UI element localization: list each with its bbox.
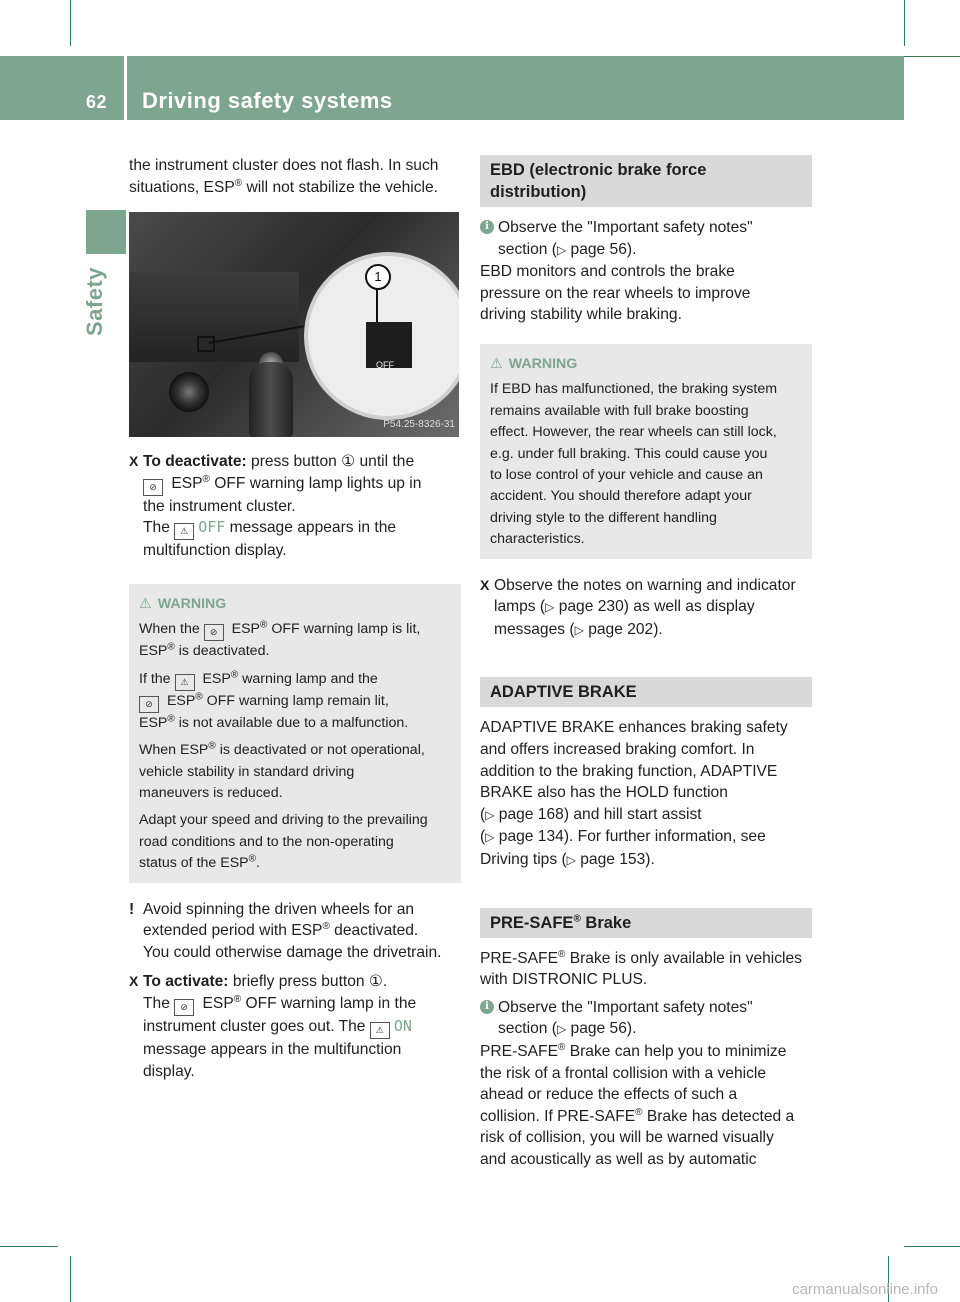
page-header [0, 56, 904, 120]
intro-line: the instrument cluster does not flash. In such [129, 157, 439, 174]
warning-title: ⚠ WARNING [490, 354, 802, 375]
step-arrow-icon: X [129, 453, 139, 470]
pre-safe-info-note: i Observe the "Important safety notes" section (▷ page 56). [480, 997, 812, 1041]
page-reference[interactable]: page 230 [558, 598, 624, 616]
warning-title: ⚠ WARNING [139, 594, 451, 615]
side-tab [86, 210, 126, 254]
observe-step: X Observe the notes on warning and indicator lamps (▷ page 230) as well as display messages (▷ page 202). [480, 576, 796, 638]
page-reference[interactable]: page 134 [498, 828, 564, 846]
ebd-warning-box: ⚠ WARNING If EBD has malfunctioned, the braking system remains available with full brake boosting effect. However, the rear wheels can still lock, e.g. under full braking. This could cause you to lose control of your vehicle and cause an accident. You should therefore adapt your driving style to the different handling characteristics. [480, 344, 812, 559]
display-on-text: ON [393, 1017, 412, 1035]
right-column: EBD (electronic brake force distribution) i Observe the "Important safety notes" section (▷ page 56). EBD monitors and controls the brake pressure on the rear wheels to improve driving stability while braking. ⚠ WARNING If EBD has malfunctioned, the braking system remains available with full brake boosting effect. However, the rear wheels can still lock, e.g. under full braking. This could cause you to lose control of your vehicle and cause an accident. You should therefore adapt your driving style to the different handling characteristics. X Observe the notes on warning and indicator lamps (▷ page 230) as well as display messages (▷ page 202). ADAPTIVE BRAKE ADAPTIVE BRAKE enhances braking safety and offers increased braking comfort. In addition to the braking function, ADAPTIVE BRAKE also has the HOLD function (▷ page 168) and hill start assist (▷ page 134). For further information, see Driving tips (▷ page 153). PRE-SAFE® Brake PRE-SAFE® Brake is only available in vehicles with DISTRONIC PLUS. i Observe the "Important safety notes" section (▷ page 56). PRE-SAFE® Brake can help you to minimize the risk of a frontal collision with a vehicle ahead or reduce the effects of such a collision. If PRE-SAFE® Brake has detected a risk of collision, you will be warned visually and acoustically as well as by automatic [480, 155, 812, 1171]
side-label: Safety [82, 266, 107, 336]
esp-lamp-icon: ⚠ [175, 674, 195, 691]
display-off-text: OFF [198, 518, 226, 537]
deactivate-step: X To deactivate: press button ① until the ⊘ ESP® OFF warning lamp lights up in the instrument cluster. The ⚠ OFF message appears in the multifunction display. [129, 453, 422, 560]
page-number: 62 [86, 92, 108, 112]
page-reference[interactable]: page 56 [570, 1020, 627, 1038]
esp-off-lamp-icon: ⊘ [143, 479, 163, 496]
esp-off-lamp-icon: ⊘ [139, 696, 159, 713]
ref-arrow-icon: ▷ [566, 852, 576, 867]
esp-lamp-icon: ⚠ [174, 523, 194, 540]
crop-mark [0, 1246, 58, 1247]
warning-triangle-icon: ⚠ [490, 355, 503, 372]
esp-off-lamp-icon: ⊘ [174, 999, 194, 1016]
ebd-heading: EBD (electronic brake force distribution) [480, 155, 812, 207]
header-divider [124, 56, 127, 120]
ref-arrow-icon: ▷ [556, 1022, 567, 1037]
ebd-info-note: i Observe the "Important safety notes" section (▷ page 56). [480, 217, 812, 261]
photo-vent [169, 372, 209, 412]
activate-step: X To activate: briefly press button ①. The ⊘ ESP® OFF warning lamp in the instrument cluster goes out. The ⚠ ON message appears in the multifunction display. [129, 973, 417, 1080]
photo-leader-line [376, 286, 378, 322]
watermark: carmanualsonline.info [792, 1281, 938, 1298]
crop-mark [70, 1256, 71, 1302]
crop-mark [904, 1246, 960, 1247]
step-arrow-icon: X [129, 973, 139, 990]
page-reference[interactable]: page 168 [498, 805, 564, 823]
caution-note: ! Avoid spinning the driven wheels for an extended period with ESP® deactivated. You could otherwise damage the drivetrain. [129, 900, 442, 961]
info-icon: i [480, 220, 494, 234]
page-reference[interactable]: page 202 [588, 620, 654, 638]
ref-arrow-icon: ▷ [485, 807, 495, 822]
note-bang-icon: ! [129, 900, 135, 918]
esp-off-lamp-icon: ⊘ [204, 624, 224, 641]
left-column [129, 155, 461, 1082]
photo-marker: 1 [365, 264, 391, 290]
console-photo [129, 212, 459, 437]
ref-arrow-icon: ▷ [485, 830, 495, 845]
section-title: Driving safety systems [142, 88, 393, 113]
esp-lamp-icon: ⚠ [370, 1022, 390, 1039]
photo-button-location [197, 336, 215, 352]
ref-arrow-icon: ▷ [574, 622, 584, 637]
warning-triangle-icon: ⚠ [139, 595, 152, 612]
crop-mark [70, 0, 71, 46]
crop-mark [904, 0, 905, 46]
photo-code: P54.25-8326-31 [383, 418, 455, 430]
step-arrow-icon: X [480, 576, 490, 593]
ref-arrow-icon: ▷ [556, 242, 567, 257]
info-icon: i [480, 1000, 494, 1014]
ref-arrow-icon: ▷ [545, 600, 555, 615]
crop-mark [904, 56, 960, 57]
page-reference[interactable]: page 56 [570, 240, 627, 258]
esp-off-button-label: OFF [376, 360, 394, 371]
intro-line: situations, ESP® will not stabilize the vehicle. [129, 177, 439, 196]
page-reference[interactable]: page 153 [580, 850, 646, 868]
adaptive-brake-heading: ADAPTIVE BRAKE [480, 677, 812, 707]
photo-gear-lever [249, 362, 293, 437]
esp-warning-box: ⚠ WARNING When the ⊘ ESP® OFF warning lamp is lit, ESP® is deactivated. If the ⚠ ESP® warning lamp and the ⊘ ESP® OFF warning lamp remain lit, ESP® is not available due to a malfunction. When ESP® is deactivated or not operational, vehicle stability in standard driving maneuvers is reduced. Adapt your speed and driving to the prevailing road conditions and to the non-operating status of the ESP®. [129, 584, 461, 883]
pre-safe-heading: PRE-SAFE® Brake [480, 908, 812, 938]
